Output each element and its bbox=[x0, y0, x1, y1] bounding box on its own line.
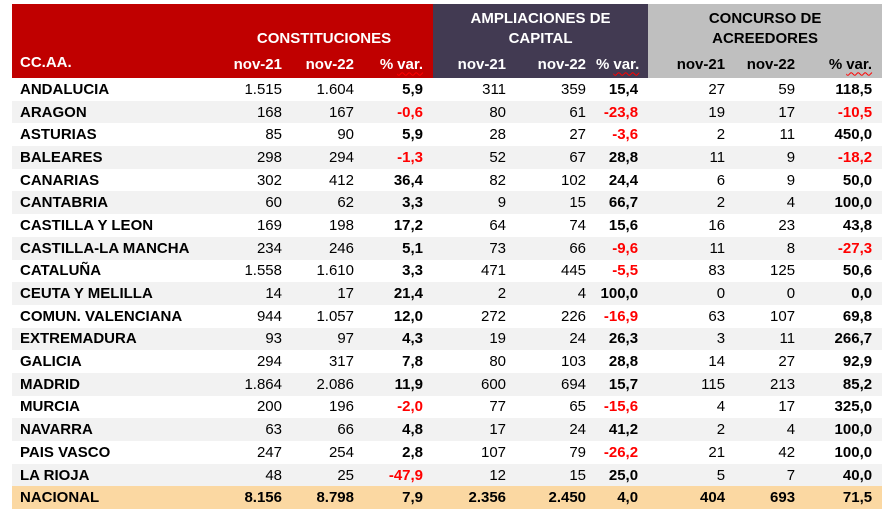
value-cell: 3,3 bbox=[402, 194, 424, 212]
value-cell: 1.057 bbox=[316, 307, 354, 325]
col-header-var-concurso bbox=[805, 50, 882, 78]
value-cell: 67 bbox=[569, 148, 587, 166]
value-cell: 944 bbox=[256, 307, 282, 325]
value-cell: -10,5 bbox=[837, 103, 873, 121]
value-cell: -26,2 bbox=[603, 443, 639, 461]
value-cell: 41,2 bbox=[608, 421, 639, 439]
table-row bbox=[12, 373, 882, 396]
value-cell: 107 bbox=[770, 307, 796, 325]
group-header-concurso bbox=[648, 4, 882, 50]
value-cell: 69,8 bbox=[842, 307, 873, 325]
value-cell: 40,0 bbox=[842, 466, 873, 484]
value-cell: 15,6 bbox=[608, 216, 639, 234]
value-cell: 4,8 bbox=[402, 421, 424, 439]
value-cell: 62 bbox=[337, 194, 354, 212]
region-name-cell: NAVARRA bbox=[20, 421, 93, 439]
value-cell: 19 bbox=[708, 103, 726, 121]
table-row bbox=[12, 237, 882, 260]
value-cell: 17 bbox=[778, 398, 796, 416]
value-cell: 5,1 bbox=[402, 239, 424, 257]
table-row bbox=[12, 78, 882, 101]
region-name-cell: CANARIAS bbox=[20, 171, 100, 189]
value-cell: 693 bbox=[735, 486, 805, 509]
value-cell: 9 bbox=[497, 194, 507, 212]
value-cell: 17 bbox=[489, 421, 507, 439]
value-cell: 63 bbox=[708, 307, 726, 325]
value-cell: 226 bbox=[561, 307, 587, 325]
value-cell: 404 bbox=[648, 486, 735, 509]
value-cell: 26,3 bbox=[608, 330, 639, 348]
value-cell: 302 bbox=[256, 171, 282, 189]
value-cell: 2 bbox=[716, 126, 726, 144]
value-cell: 450,0 bbox=[834, 126, 873, 144]
value-cell: -9,6 bbox=[612, 239, 639, 257]
value-cell: 16 bbox=[708, 216, 726, 234]
value-cell: 14 bbox=[265, 285, 282, 303]
region-name-cell: ANDALUCIA bbox=[20, 80, 110, 98]
value-cell: 4 bbox=[716, 398, 726, 416]
table-row bbox=[12, 305, 882, 328]
value-cell: 77 bbox=[489, 398, 507, 416]
value-cell: 100,0 bbox=[834, 194, 873, 212]
value-cell: 8 bbox=[786, 239, 796, 257]
value-cell: 196 bbox=[328, 398, 354, 416]
value-cell: -15,6 bbox=[603, 398, 639, 416]
value-cell: 169 bbox=[256, 216, 282, 234]
value-cell: 79 bbox=[569, 443, 587, 461]
value-cell: 71,5 bbox=[805, 486, 882, 509]
value-cell: 59 bbox=[778, 80, 796, 98]
table-row bbox=[12, 418, 882, 441]
value-cell: 445 bbox=[561, 262, 587, 280]
value-cell: 23 bbox=[778, 216, 796, 234]
value-cell: 272 bbox=[481, 307, 507, 325]
var-label: var. bbox=[846, 55, 873, 73]
group-header-row bbox=[12, 4, 882, 50]
value-cell: 7,9 bbox=[364, 486, 433, 509]
value-cell: -18,2 bbox=[837, 148, 873, 166]
value-cell: 1.558 bbox=[244, 262, 282, 280]
region-name-cell: PAIS VASCO bbox=[20, 443, 111, 461]
total-row bbox=[12, 486, 882, 509]
region-name-cell: ARAGON bbox=[20, 103, 87, 121]
value-cell: 85,2 bbox=[842, 375, 873, 393]
col-header-var-ampliaciones bbox=[596, 50, 648, 78]
value-cell: 311 bbox=[482, 80, 507, 98]
table-row bbox=[12, 260, 882, 283]
value-cell: 64 bbox=[489, 216, 507, 234]
regional-stats-table bbox=[12, 4, 882, 509]
value-cell: 9 bbox=[786, 171, 796, 189]
region-name-cell: CASTILLA-LA MANCHA bbox=[20, 239, 190, 257]
col-header-nov22-concurso: nov-22 bbox=[735, 50, 805, 78]
value-cell: 66 bbox=[337, 421, 354, 439]
value-cell: 28 bbox=[489, 126, 507, 144]
value-cell: 0 bbox=[716, 285, 726, 303]
percent-sign: % bbox=[596, 55, 610, 73]
table-row bbox=[12, 146, 882, 169]
value-cell: 90 bbox=[337, 126, 354, 144]
table-row bbox=[12, 123, 882, 146]
value-cell: -2,0 bbox=[397, 398, 424, 416]
region-name-cell: CASTILLA Y LEON bbox=[20, 216, 154, 234]
col-header-nov21-constituciones: nov-21 bbox=[215, 50, 292, 78]
value-cell: 82 bbox=[489, 171, 507, 189]
value-cell: -5,5 bbox=[612, 262, 639, 280]
regional-statistics-page bbox=[12, 4, 882, 509]
region-name-cell: CANTABRIA bbox=[20, 194, 109, 212]
region-name-cell: MADRID bbox=[20, 375, 80, 393]
value-cell: 100,0 bbox=[834, 421, 873, 439]
value-cell: 66,7 bbox=[608, 194, 639, 212]
value-cell: 28,8 bbox=[608, 148, 639, 166]
region-name-cell: CATALUÑA bbox=[20, 262, 102, 280]
value-cell: 115 bbox=[701, 375, 726, 393]
value-cell: 1.604 bbox=[316, 80, 354, 98]
value-cell: -1,3 bbox=[397, 148, 424, 166]
value-cell: 4,3 bbox=[402, 330, 424, 348]
value-cell: 11 bbox=[779, 126, 796, 144]
value-cell: 63 bbox=[265, 421, 282, 439]
value-cell: 27 bbox=[778, 353, 796, 371]
table-row bbox=[12, 214, 882, 237]
col-header-var-constituciones bbox=[364, 50, 433, 78]
value-cell: 325,0 bbox=[834, 398, 873, 416]
col-header-nov22-constituciones: nov-22 bbox=[292, 50, 364, 78]
value-cell: -23,8 bbox=[603, 103, 639, 121]
value-cell: 27 bbox=[569, 126, 587, 144]
value-cell: 2.086 bbox=[316, 375, 354, 393]
value-cell: 118,5 bbox=[835, 80, 873, 98]
value-cell: 24 bbox=[569, 330, 587, 348]
value-cell: 2,8 bbox=[402, 443, 424, 461]
value-cell: 294 bbox=[256, 353, 282, 371]
var-label: var. bbox=[397, 55, 424, 73]
value-cell: 9 bbox=[786, 148, 796, 166]
value-cell: 246 bbox=[328, 239, 354, 257]
table-row bbox=[12, 441, 882, 464]
value-cell: 5,9 bbox=[402, 80, 424, 98]
value-cell: 7,8 bbox=[402, 353, 424, 371]
value-cell: 24 bbox=[569, 421, 587, 439]
value-cell: 43,8 bbox=[842, 216, 873, 234]
value-cell: 3 bbox=[716, 330, 726, 348]
value-cell: 2 bbox=[716, 194, 726, 212]
value-cell: 471 bbox=[481, 262, 507, 280]
value-cell: 25 bbox=[337, 466, 354, 484]
value-cell: 28,8 bbox=[608, 353, 639, 371]
value-cell: 6 bbox=[716, 171, 726, 189]
value-cell: 11 bbox=[709, 148, 726, 166]
table-row bbox=[12, 191, 882, 214]
value-cell: 17 bbox=[778, 103, 796, 121]
value-cell: 97 bbox=[337, 330, 354, 348]
value-cell: 167 bbox=[328, 103, 354, 121]
value-cell: 27 bbox=[708, 80, 726, 98]
value-cell: 80 bbox=[489, 353, 507, 371]
table-body bbox=[12, 78, 882, 509]
group-title: AMPLIACIONES DE CAPITAL bbox=[470, 10, 611, 47]
value-cell: 15,4 bbox=[608, 80, 639, 98]
column-header-row bbox=[12, 50, 882, 78]
value-cell: 11,9 bbox=[394, 375, 424, 393]
value-cell: 17 bbox=[337, 285, 354, 303]
region-name-cell: COMUN. VALENCIANA bbox=[20, 307, 183, 325]
value-cell: 4 bbox=[786, 194, 796, 212]
region-name-cell: EXTREMADURA bbox=[20, 330, 137, 348]
value-cell: 5 bbox=[716, 466, 726, 484]
region-name-cell: GALICIA bbox=[20, 353, 82, 371]
value-cell: 102 bbox=[561, 171, 587, 189]
value-cell: 2 bbox=[716, 421, 726, 439]
percent-sign: % bbox=[379, 55, 394, 73]
col-header-ccaa: CC.AA. bbox=[12, 50, 215, 78]
table-row bbox=[12, 282, 882, 305]
value-cell: -16,9 bbox=[603, 307, 639, 325]
region-name-cell: LA RIOJA bbox=[20, 466, 90, 484]
value-cell: 247 bbox=[256, 443, 282, 461]
value-cell: 294 bbox=[328, 148, 354, 166]
value-cell: 1.610 bbox=[316, 262, 354, 280]
group-title: CONCURSO DE ACREEDORES bbox=[708, 10, 822, 47]
corner-cell bbox=[12, 4, 215, 50]
region-name-cell: ASTURIAS bbox=[20, 126, 97, 144]
value-cell: 74 bbox=[569, 216, 587, 234]
value-cell: 12,0 bbox=[393, 307, 424, 325]
value-cell: 36,4 bbox=[393, 171, 424, 189]
table-row bbox=[12, 169, 882, 192]
value-cell: 8.798 bbox=[292, 486, 364, 509]
value-cell: 50,6 bbox=[842, 262, 873, 280]
group-header-ampliaciones bbox=[433, 4, 648, 50]
value-cell: 11 bbox=[709, 239, 726, 257]
value-cell: 198 bbox=[328, 216, 354, 234]
region-name-cell: CEUTA Y MELILLA bbox=[20, 285, 153, 303]
value-cell: -27,3 bbox=[837, 239, 873, 257]
value-cell: 21,4 bbox=[393, 285, 424, 303]
var-label: var. bbox=[613, 55, 640, 73]
value-cell: 100,0 bbox=[834, 443, 873, 461]
value-cell: 42 bbox=[778, 443, 796, 461]
table-row bbox=[12, 101, 882, 124]
value-cell: 5,9 bbox=[402, 126, 424, 144]
value-cell: 15,7 bbox=[608, 375, 639, 393]
value-cell: 100,0 bbox=[600, 285, 639, 303]
value-cell: 48 bbox=[265, 466, 282, 484]
table-row bbox=[12, 464, 882, 487]
value-cell: 24,4 bbox=[608, 171, 639, 189]
value-cell: 60 bbox=[265, 194, 282, 212]
region-name-cell: BALEARES bbox=[20, 148, 103, 166]
value-cell: -3,6 bbox=[612, 126, 639, 144]
value-cell: 0 bbox=[786, 285, 796, 303]
value-cell: 73 bbox=[489, 239, 507, 257]
value-cell: 93 bbox=[265, 330, 282, 348]
value-cell: -47,9 bbox=[388, 466, 424, 484]
value-cell: 298 bbox=[256, 148, 282, 166]
value-cell: 80 bbox=[489, 103, 507, 121]
value-cell: 3,3 bbox=[402, 262, 424, 280]
region-name-cell: MURCIA bbox=[20, 398, 80, 416]
value-cell: 85 bbox=[265, 126, 282, 144]
value-cell: 21 bbox=[708, 443, 726, 461]
value-cell: 11 bbox=[779, 330, 796, 348]
value-cell: 168 bbox=[256, 103, 282, 121]
value-cell: 2.450 bbox=[516, 486, 596, 509]
value-cell: 200 bbox=[256, 398, 282, 416]
value-cell: 50,0 bbox=[842, 171, 873, 189]
value-cell: 12 bbox=[489, 466, 507, 484]
value-cell: 2 bbox=[497, 285, 507, 303]
group-title: CONSTITUCIONES bbox=[256, 30, 392, 47]
value-cell: 4 bbox=[577, 285, 587, 303]
value-cell: 1.864 bbox=[244, 375, 282, 393]
value-cell: 600 bbox=[481, 375, 507, 393]
value-cell: 65 bbox=[569, 398, 587, 416]
group-header-constituciones bbox=[215, 4, 433, 50]
value-cell: 412 bbox=[328, 171, 354, 189]
value-cell: 1.515 bbox=[244, 80, 282, 98]
value-cell: 15 bbox=[569, 194, 587, 212]
col-header-nov22-ampliaciones: nov-22 bbox=[516, 50, 596, 78]
value-cell: 15 bbox=[569, 466, 587, 484]
value-cell: 125 bbox=[770, 262, 796, 280]
value-cell: 14 bbox=[708, 353, 726, 371]
value-cell: 317 bbox=[328, 353, 354, 371]
value-cell: 266,7 bbox=[834, 330, 873, 348]
value-cell: 92,9 bbox=[842, 353, 873, 371]
value-cell: 254 bbox=[328, 443, 354, 461]
value-cell: 107 bbox=[481, 443, 507, 461]
total-name-cell: NACIONAL bbox=[12, 486, 215, 509]
value-cell: 17,2 bbox=[393, 216, 424, 234]
value-cell: 234 bbox=[256, 239, 282, 257]
value-cell: 0,0 bbox=[851, 285, 873, 303]
value-cell: 4 bbox=[786, 421, 796, 439]
value-cell: -0,6 bbox=[397, 103, 424, 121]
table-row bbox=[12, 396, 882, 419]
value-cell: 2.356 bbox=[433, 486, 516, 509]
value-cell: 19 bbox=[489, 330, 507, 348]
value-cell: 4,0 bbox=[596, 486, 648, 509]
percent-sign: % bbox=[828, 55, 843, 73]
value-cell: 83 bbox=[708, 262, 726, 280]
value-cell: 694 bbox=[561, 375, 587, 393]
value-cell: 25,0 bbox=[608, 466, 639, 484]
col-header-nov21-concurso: nov-21 bbox=[648, 50, 735, 78]
table-row bbox=[12, 350, 882, 373]
col-header-nov21-ampliaciones: nov-21 bbox=[433, 50, 516, 78]
value-cell: 8.156 bbox=[215, 486, 292, 509]
value-cell: 359 bbox=[561, 80, 587, 98]
value-cell: 61 bbox=[569, 103, 587, 121]
table-row bbox=[12, 328, 882, 351]
value-cell: 66 bbox=[569, 239, 587, 257]
value-cell: 7 bbox=[786, 466, 796, 484]
value-cell: 103 bbox=[561, 353, 587, 371]
value-cell: 213 bbox=[770, 375, 796, 393]
value-cell: 52 bbox=[489, 148, 507, 166]
